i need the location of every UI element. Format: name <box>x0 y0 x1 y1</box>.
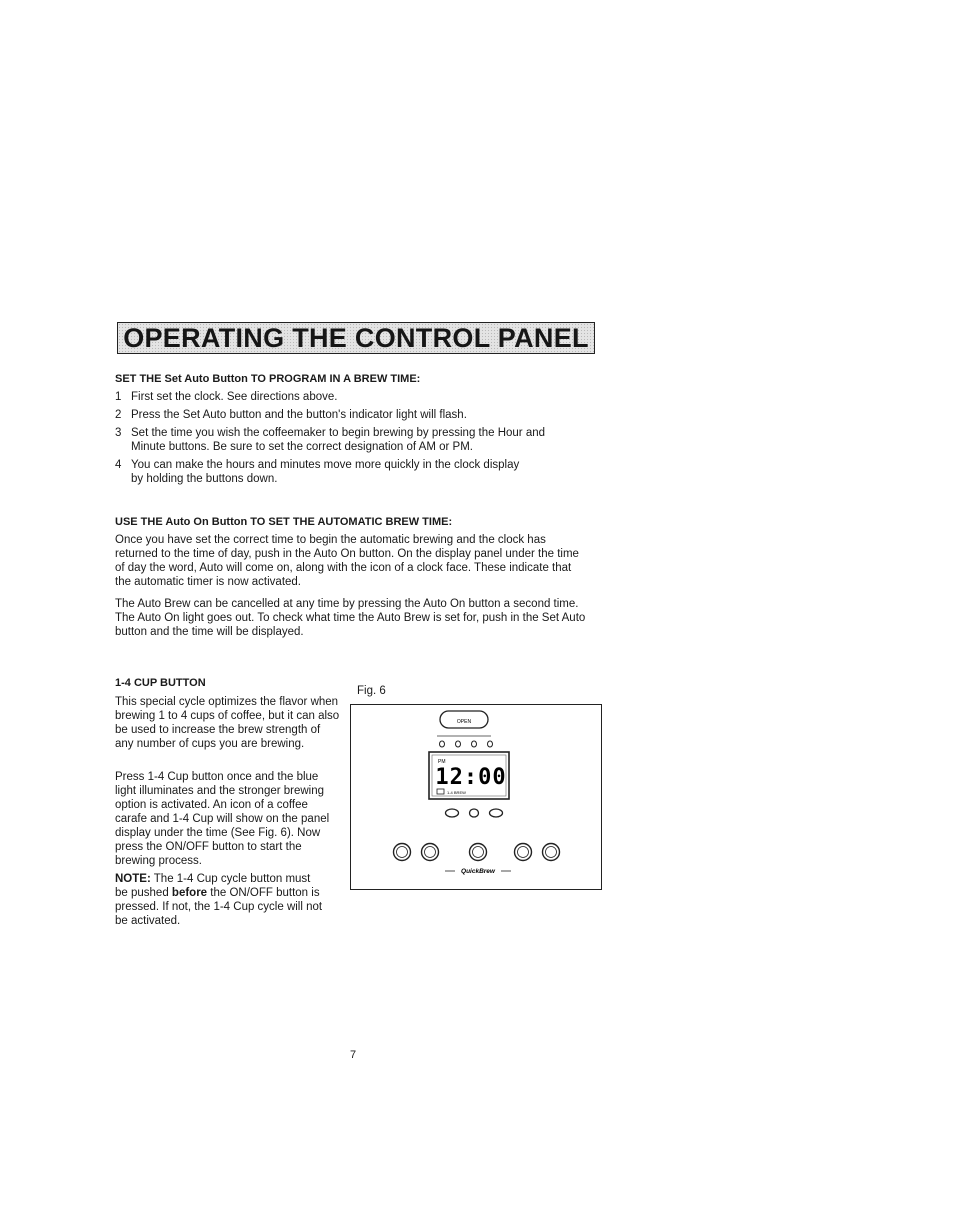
control-panel-illustration <box>351 705 601 889</box>
section3-paragraph-1: This special cycle optimizes the flavor when brewing 1 to 4 cups of coffee, but it can also be used to increase the brew strength of any number of cups you are brewing. <box>115 696 340 750</box>
figure-caption: Fig. 6 <box>357 685 386 697</box>
open-label: OPEN <box>456 719 472 725</box>
indicator-light <box>456 741 461 747</box>
section3-heading: 1-4 CUP BUTTON <box>115 677 206 689</box>
section3-paragraph-2: Press 1-4 Cup button once and the blue light illuminates and the stronger brewing option is activated. An icon of a coffee carafe and 1-4 Cup will show on the panel display under the time (See Fig. 6). Now press the ON/OFF button to start the brewing process. <box>115 771 330 867</box>
button-inner-ring <box>473 847 484 858</box>
hour-button[interactable] <box>446 809 459 817</box>
step-4: 4 You can make the hours and minutes move more quickly in the clock display by holding the buttons down. <box>115 459 520 485</box>
step-1: 1 First set the clock. See directions above. <box>115 391 338 403</box>
ampm-indicator: PM <box>438 759 446 765</box>
page-title: OPERATING THE CONTROL PANEL <box>123 322 589 353</box>
section1-steps <box>115 390 595 490</box>
indicator-light <box>488 741 493 747</box>
display-time: 12:00 <box>435 765 507 790</box>
title-banner <box>117 322 595 354</box>
button-inner-ring <box>425 847 436 858</box>
button-inner-ring <box>397 847 408 858</box>
section2-heading: USE THE Auto On Button TO SET THE AUTOMATIC BREW TIME: <box>115 516 453 528</box>
step-3: 3 Set the time you wish the coffeemaker to begin brewing by pressing the Hour and Minute buttons. Be sure to set the correct designation of AM or PM. <box>115 427 546 453</box>
minute-button[interactable] <box>490 809 503 817</box>
button-inner-ring <box>546 847 557 858</box>
control-panel-figure <box>350 704 602 890</box>
clock-buttons <box>446 809 503 817</box>
display-indicator: 1-4 BREW <box>447 790 466 795</box>
indicator-light <box>440 741 445 747</box>
page-number: 7 <box>350 1049 357 1061</box>
program-button[interactable] <box>470 809 479 817</box>
brand-label: QuickBrew <box>461 868 495 875</box>
button-inner-ring <box>518 847 529 858</box>
section2-paragraph-2: The Auto Brew can be cancelled at any time by pressing the Auto On button a second time. The Auto On light goes out. To check what time the Auto Brew is set for, push in the Set Auto button and the time will be displayed. <box>115 598 586 638</box>
section1-heading: SET THE Set Auto Button TO PROGRAM IN A BREW TIME: <box>115 373 421 385</box>
step-2: 2 Press the Set Auto button and the button's indicator light will flash. <box>115 409 467 421</box>
indicator-light <box>472 741 477 747</box>
section3-note: NOTE: The 1-4 Cup cycle button must be pushed before the ON/OFF button is pressed. If not, the 1-4 Cup cycle will not be activated. <box>115 873 323 927</box>
bottom-buttons <box>394 844 560 861</box>
top-indicators <box>440 741 493 747</box>
section2-paragraph-1: Once you have set the correct time to begin the automatic brewing and the clock has returned to the time of day, push in the Auto On button. On the display panel under the time of day the word, Auto will come on, along with the icon of a clock face. These indicate that the automatic timer is now activated. <box>115 534 579 588</box>
